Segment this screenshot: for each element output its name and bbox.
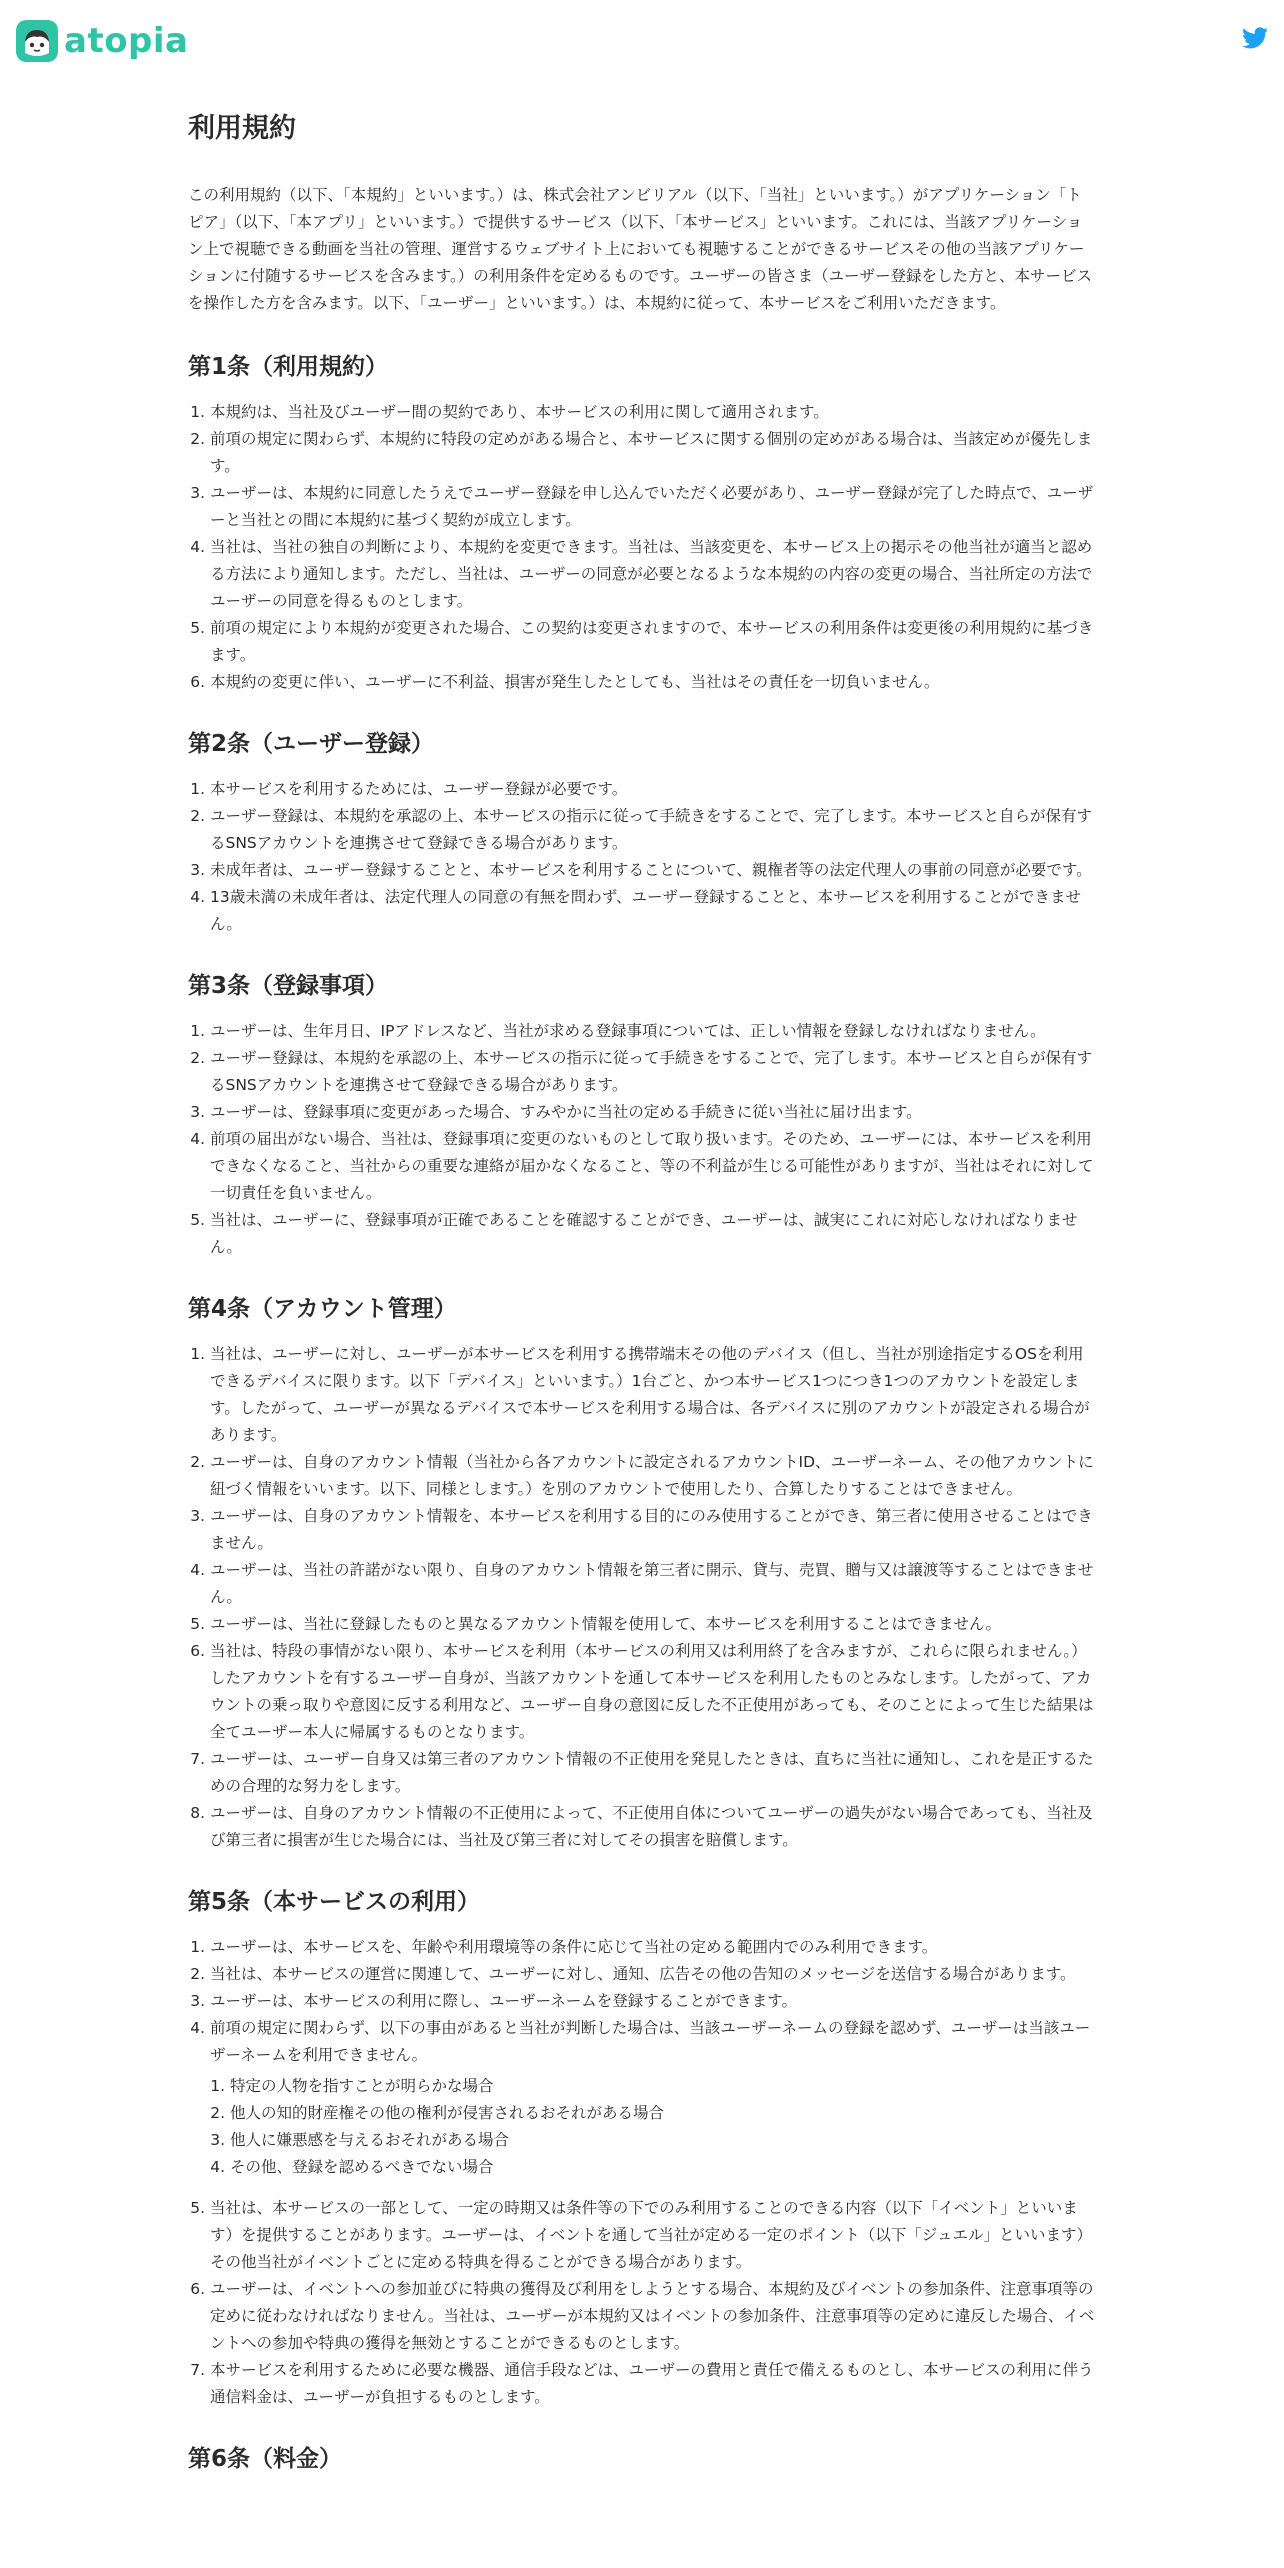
article-item-text: ユーザー登録は、本規約を承認の上、本サービスの指示に従って手続きをすることで、完了します。本サービスと自らが保有するSNSアカウントを連携させて登録できる場合があります。 — [210, 807, 1092, 852]
article-item — [210, 426, 1096, 480]
article-title: 第3条（登録事項） — [188, 973, 389, 999]
logo-text: atopia — [64, 21, 189, 61]
article-item-text: ユーザーは、自身のアカウント情報（当社から各アカウントに設定されるアカウントID、ユーザーネーム、その他アカウントに紐づく情報をいいます。以下、同様とします。）を別のアカウントで使用したり、合算したりすることはできません。 — [210, 1453, 1094, 1498]
article-item — [210, 1018, 1096, 1045]
article-item-text: 前項の届出がない場合、当社は、登録事項に変更のないものとして取り扱います。そのため、ユーザーには、本サービスを利用できなくなること、当社からの重要な連絡が届かなくなること、等の不利益が生じる可能性がありますが、当社はそれに対して一切責任を負いません。 — [210, 1130, 1094, 1202]
article-item-text: 本規約は、当社及びユーザー間の契約であり、本サービスの利用に関して適用されます。 — [210, 403, 829, 421]
sub-item: 2. 他人の知的財産権その他の権利が侵害されるおそれがある場合 — [230, 2100, 1096, 2127]
home-logo-link[interactable] — [16, 18, 189, 64]
article-item — [210, 1341, 1096, 1449]
article-item — [210, 803, 1096, 857]
article-item — [210, 1611, 1096, 1638]
article-6 — [188, 2443, 1096, 2475]
article-item-text: 前項の規定により本規約が変更された場合、この契約は変更されますので、本サービスの利用条件は変更後の利用規約に基づきます。 — [210, 619, 1094, 664]
article-item — [210, 1934, 1096, 1961]
sub-item: 3. 他人に嫌悪感を与えるおそれがある場合 — [230, 2127, 1096, 2154]
article-item — [210, 399, 1096, 426]
article-item-text: ユーザーは、生年月日、IPアドレスなど、当社が求める登録事項については、正しい情報を登録しなければなりません。 — [210, 1022, 1046, 1040]
article-items — [188, 1341, 1096, 1854]
article-item-text: 13歳未満の未成年者は、法定代理人の同意の有無を問わず、ユーザー登録することと、本サービスを利用することができません。 — [210, 888, 1081, 933]
article-items — [188, 776, 1096, 938]
article-item-text: 前項の規定に関わらず、以下の事由があると当社が判断した場合は、当該ユーザーネームの登録を認めず、ユーザーは当該ユーザーネームを利用できません。 — [210, 2019, 1091, 2064]
article-item — [210, 2357, 1096, 2411]
page-title: 利用規約 — [188, 113, 296, 144]
article-item — [210, 1961, 1096, 1988]
sub-item: 1. 特定の人物を指すことが明らかな場合 — [230, 2073, 1096, 2100]
article-item — [210, 480, 1096, 534]
article-title: 第6条（料金） — [188, 2446, 343, 2472]
sub-items — [210, 2073, 1096, 2181]
site-header — [0, 0, 1284, 80]
terms-content — [188, 110, 1096, 2507]
article-item — [210, 884, 1096, 938]
article-item-text: ユーザー登録は、本規約を承認の上、本サービスの指示に従って手続きをすることで、完了します。本サービスと自らが保有するSNSアカウントを連携させて登録できる場合があります。 — [210, 1049, 1092, 1094]
article-item-text: ユーザーは、自身のアカウント情報を、本サービスを利用する目的にのみ使用することができ、第三者に使用させることはできません。 — [210, 1507, 1093, 1552]
article-item-text: 当社は、本サービスの一部として、一定の時期又は条件等の下でのみ利用することのできる内容（以下「イベント」といいます）を提供することがあります。ユーザーは、イベントを通して当社が定める一定のポイント（以下「ジュエル」といいます）その他当社がイベントごとに定める特典を得ることができる場合があります。 — [210, 2199, 1092, 2271]
article-item — [210, 1746, 1096, 1800]
article-2 — [188, 728, 1096, 938]
article-item-text: 前項の規定に関わらず、本規約に特段の定めがある場合と、本サービスに関する個別の定めがある場合は、当該定めが優先します。 — [210, 430, 1093, 475]
sub-item: 4. その他、登録を認めるべきでない場合 — [230, 2154, 1096, 2181]
article-item — [210, 1503, 1096, 1557]
article-3 — [188, 970, 1096, 1261]
article-item-text: 当社は、ユーザーに、登録事項が正確であることを確認することができ、ユーザーは、誠実にこれに対応しなければなりません。 — [210, 1211, 1078, 1256]
article-item — [210, 857, 1096, 884]
article-item — [210, 615, 1096, 669]
article-item-text: 当社は、当社の独自の判断により、本規約を変更できます。当社は、当該変更を、本サービス上の掲示その他当社が適当と認める方法により通知します。ただし、当社は、ユーザーの同意が必要となるような本規約の内容の変更の場合、当社所定の方法でユーザーの同意を得るものとします。 — [210, 538, 1093, 610]
article-item — [210, 669, 1096, 696]
article-item-text: ユーザーは、本サービスの利用に際し、ユーザーネームを登録することができます。 — [210, 1992, 797, 2010]
article-item — [210, 1800, 1096, 1854]
article-item — [210, 776, 1096, 803]
article-item — [210, 1449, 1096, 1503]
article-1 — [188, 351, 1096, 696]
article-item-text: ユーザーは、イベントへの参加並びに特典の獲得及び利用をしようとする場合、本規約及びイベントの参加条件、注意事項等の定めに従わなければなりません。当社は、ユーザーが本規約又はイベントの参加条件、注意事項等の定めに違反した場合、イベントへの参加や特典の獲得を無効とすることができるものとします。 — [210, 2280, 1095, 2352]
logo-mascot-icon — [16, 20, 58, 62]
twitter-icon — [1242, 27, 1268, 49]
article-item-text: ユーザーは、登録事項に変更があった場合、すみやかに当社の定める手続きに従い当社に届け出ます。 — [210, 1103, 922, 1121]
article-item — [210, 2276, 1096, 2357]
article-item-text: ユーザーは、当社に登録したものと異なるアカウント情報を使用して、本サービスを利用することはできません。 — [210, 1615, 1001, 1633]
article-title: 第2条（ユーザー登録） — [188, 731, 435, 757]
article-item — [210, 2015, 1096, 2181]
article-item — [210, 1045, 1096, 1099]
article-item — [210, 1638, 1096, 1746]
article-item — [210, 1099, 1096, 1126]
article-items — [188, 1018, 1096, 1261]
article-items — [188, 1934, 1096, 2411]
article-item — [210, 2195, 1096, 2276]
article-item-text: ユーザーは、本規約に同意したうえでユーザー登録を申し込んでいただく必要があり、ユーザー登録が完了した時点で、ユーザーと当社との間に本規約に基づく契約が成立します。 — [210, 484, 1094, 529]
article-item-text: 当社は、ユーザーに対し、ユーザーが本サービスを利用する携帯端末その他のデバイス（但し、当社が別途指定するOSを利用できるデバイスに限ります。以下「デバイス」といいます。）1台ごと、かつ本サービス1つにつき1つのアカウントを設定します。したがって、ユーザーが異なるデバイスで本サービスを利用する場合は、各デバイスに別のアカウントが設定される場合があります。 — [210, 1345, 1090, 1444]
article-title: 第1条（利用規約） — [188, 354, 389, 380]
article-item — [210, 534, 1096, 615]
articles-container — [188, 351, 1096, 2475]
article-item-text: ユーザーは、当社の許諾がない限り、自身のアカウント情報を第三者に開示、貸与、売買、贈与又は譲渡等することはできません。 — [210, 1561, 1094, 1606]
article-4 — [188, 1293, 1096, 1854]
article-item-text: 未成年者は、ユーザー登録することと、本サービスを利用することについて、親権者等の法定代理人の事前の同意が必要です。 — [210, 861, 1092, 879]
article-item-text: 当社は、本サービスの運営に関連して、ユーザーに対し、通知、広告その他の告知のメッセージを送信する場合があります。 — [210, 1965, 1076, 1983]
article-items — [188, 399, 1096, 696]
article-item-text: 本サービスを利用するためには、ユーザー登録が必要です。 — [210, 780, 628, 798]
intro-paragraph: この利用規約（以下、「本規約」といいます。）は、株式会社アンビリアル（以下、「当社」といいます。）がアプリケーション「トピア」（以下、「本アプリ」といいます。）で提供するサービス（以下、「本サービス」といいます。これには、当該アプリケーション上で視聴できる動画を当社の管理、運営するウェブサイト上においても視聴することができるサービスその他の当該アプリケーションに付随するサービスを含みます。）の利用条件を定めるものです。ユーザーの皆さま（ユーザー登録をした方と、本サービスを操作した方を含みます。以下、「ユーザー」といいます。）は、本規約に従って、本サービスをご利用いただきます。 — [188, 186, 1092, 312]
article-item — [210, 1126, 1096, 1207]
article-item-text: 本サービスを利用するために必要な機器、通信手段などは、ユーザーの費用と責任で備えるものとし、本サービスの利用に伴う通信料金は、ユーザーが負担するものとします。 — [210, 2361, 1094, 2406]
article-item — [210, 1557, 1096, 1611]
article-title: 第4条（アカウント管理） — [188, 1296, 457, 1322]
article-item-text: ユーザーは、自身のアカウント情報の不正使用によって、不正使用自体についてユーザーの過失がない場合であっても、当社及び第三者に損害が生じた場合には、当社及び第三者に対してその損害を賠償します。 — [210, 1804, 1093, 1849]
article-item — [210, 1207, 1096, 1261]
article-item — [210, 1988, 1096, 2015]
article-item-text: 当社は、特段の事情がない限り、本サービスを利用（本サービスの利用又は利用終了を含みますが、これらに限られません。）したアカウントを有するユーザー自身が、当該アカウントを通して本サービスを利用したものとみなします。したがって、アカウントの乗っ取りや意図に反する利用など、ユーザー自身の意図に反した不正使用があっても、そのことによって生じた結果は全てユーザー本人に帰属するものとなります。 — [210, 1642, 1094, 1741]
article-item-text: ユーザーは、本サービスを、年齢や利用環境等の条件に応じて当社の定める範囲内でのみ利用できます。 — [210, 1938, 938, 1956]
article-5 — [188, 1886, 1096, 2411]
article-title: 第5条（本サービスの利用） — [188, 1889, 481, 1915]
article-item-text: ユーザーは、ユーザー自身又は第三者のアカウント情報の不正使用を発見したときは、直ちに当社に通知し、これを是正するための合理的な努力をします。 — [210, 1750, 1094, 1795]
article-item-text: 本規約の変更に伴い、ユーザーに不利益、損害が発生したとしても、当社はその責任を一切負いません。 — [210, 673, 940, 691]
